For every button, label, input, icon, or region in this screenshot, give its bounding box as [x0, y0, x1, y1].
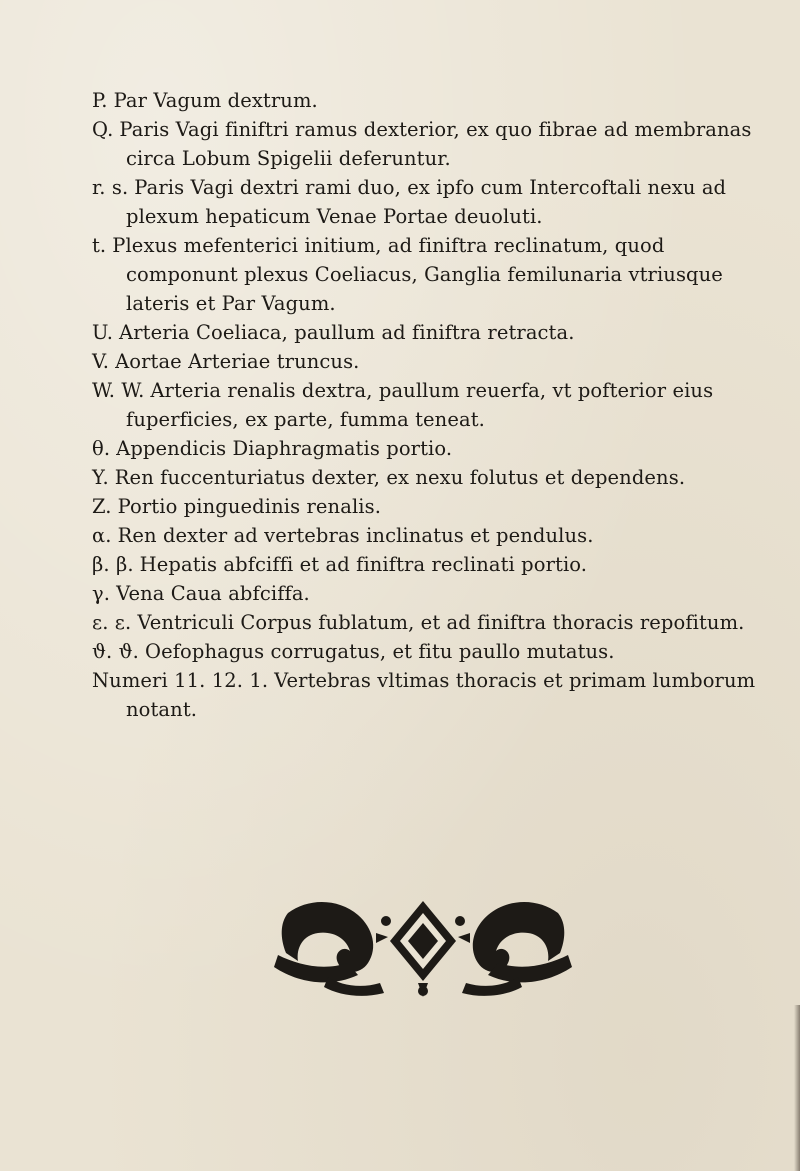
- legend-key: θ.: [92, 437, 111, 460]
- legend-text: Paris Vagi finiftri ramus dexterior, ex quo fibrae ad membranas circa Lobum Spigelii deferuntur.: [119, 118, 752, 170]
- legend-entry: [92, 173, 782, 231]
- legend-text: Ren dexter ad vertebras inclinatus et pendulus.: [117, 524, 594, 547]
- legend-key: V.: [92, 350, 110, 373]
- legend-key: P.: [92, 89, 108, 112]
- legend-key: α.: [92, 524, 112, 547]
- legend-key: Z.: [92, 495, 112, 518]
- legend-entry: [92, 521, 782, 550]
- legend-text: Vertebras vltimas thoracis et primam lumborum notant.: [126, 669, 756, 721]
- legend-text: Arteria renalis dextra, paullum reuerfa, vt pofterior eius fuperficies, ex parte, fumma teneat.: [126, 379, 714, 431]
- legend-entry: [92, 318, 782, 347]
- legend-key: γ.: [92, 582, 111, 605]
- legend-entry: [92, 666, 782, 724]
- legend-entry: [92, 608, 782, 637]
- legend-entry: [92, 347, 782, 376]
- legend-entry: [92, 492, 782, 521]
- legend-text: Portio pinguedinis renalis.: [117, 495, 382, 518]
- legend-entry: [92, 115, 782, 173]
- legend-entry: [92, 434, 782, 463]
- legend-entry: [92, 550, 782, 579]
- page-edge-shadow: [794, 1005, 800, 1171]
- figure-legend: [92, 86, 782, 724]
- legend-key: W. W.: [92, 379, 145, 402]
- legend-text: Paris Vagi dextri rami duo, ex ipfo cum Intercoftali nexu ad plexum hepaticum Venae Portae deuoluti.: [126, 176, 727, 228]
- legend-entry: [92, 231, 782, 318]
- legend-text: Oefophagus corrugatus, et fitu paullo mutatus.: [144, 640, 615, 663]
- legend-text: Ventriculi Corpus fublatum, et ad finiftra thoracis repofitum.: [137, 611, 745, 634]
- printers-ornament-icon: [268, 893, 578, 998]
- legend-text: Par Vagum dextrum.: [113, 89, 318, 112]
- legend-text: Plexus mefenterici initium, ad finiftra reclinatum, quod componunt plexus Coeliacus, Ganglia femilunaria vtriusque lateris et Par Vagum.: [112, 234, 723, 315]
- legend-entry: [92, 579, 782, 608]
- legend-text: Appendicis Diaphragmatis portio.: [116, 437, 453, 460]
- legend-key: Y.: [92, 466, 109, 489]
- legend-key: U.: [92, 321, 114, 344]
- legend-key: t.: [92, 234, 107, 257]
- legend-entry: [92, 86, 782, 115]
- legend-entry: [92, 637, 782, 666]
- legend-key: Q.: [92, 118, 114, 141]
- legend-text: Arteria Coeliaca, paullum ad finiftra retracta.: [119, 321, 575, 344]
- legend-text: Vena Caua abfciffa.: [116, 582, 310, 605]
- legend-key: r. s.: [92, 176, 129, 199]
- legend-key: β. β.: [92, 553, 134, 576]
- legend-key: ϑ. ϑ.: [92, 640, 139, 663]
- legend-entry: [92, 376, 782, 434]
- legend-entry: [92, 463, 782, 492]
- legend-text: Aortae Arteriae truncus.: [115, 350, 360, 373]
- legend-key: ε. ε.: [92, 611, 132, 634]
- legend-text: Ren fuccenturiatus dexter, ex nexu folutus et dependens.: [114, 466, 686, 489]
- legend-text: Hepatis abfciffi et ad finiftra reclinati portio.: [139, 553, 588, 576]
- legend-key: Numeri 11. 12. 1.: [92, 669, 269, 692]
